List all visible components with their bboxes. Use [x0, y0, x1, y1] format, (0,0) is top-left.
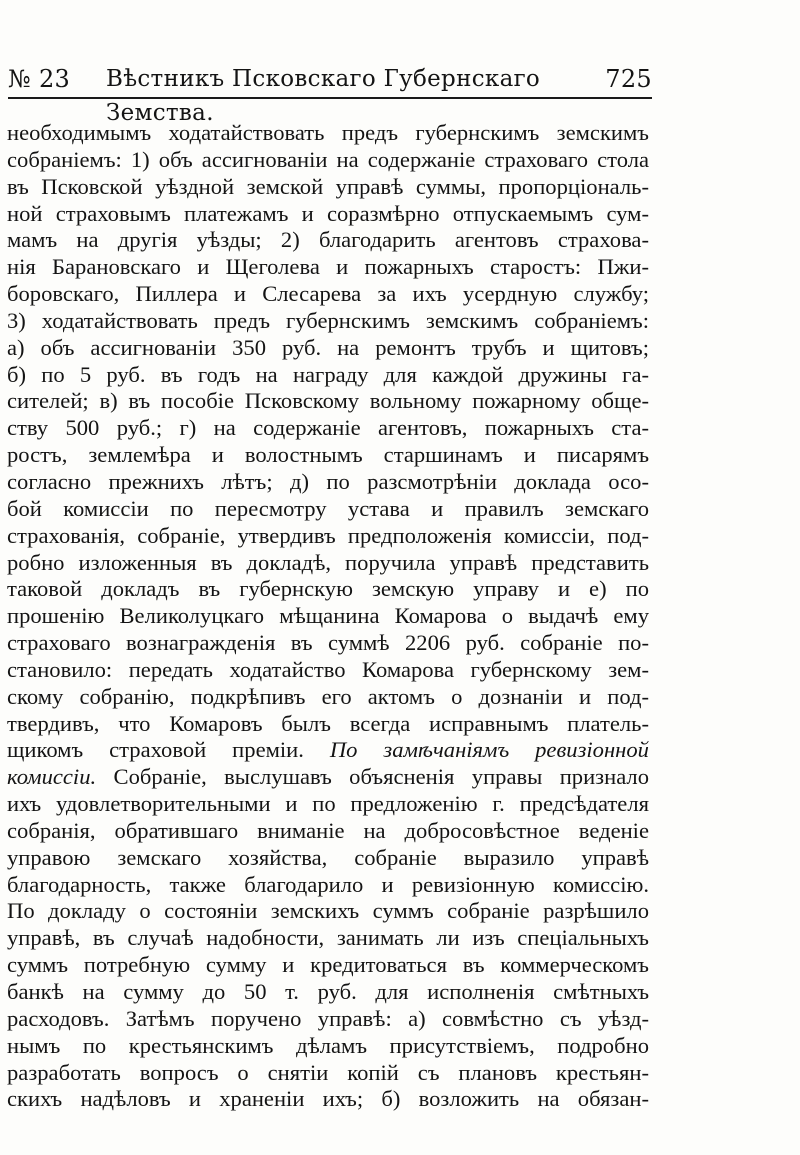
- text-line: 3) ходатайствовать предъ губернскимъ земскимъ собраніемъ:: [7, 307, 649, 333]
- text-line: боровскаго, Пиллера и Слесарева за ихъ усердную службу;: [7, 281, 649, 307]
- text-line: нымъ по крестьянскимъ дѣламъ присутствіемъ, подробно: [7, 1032, 649, 1058]
- text-line: а) объ ассигнованіи 350 руб. на ремонтъ трубъ и щитовъ;: [7, 334, 649, 360]
- text-line: ихъ удовлетворительными и по предложенію г. предсѣдателя: [7, 791, 649, 817]
- text-line: скихъ надѣловъ и храненіи ихъ; б) возложить на обязан-: [7, 1086, 649, 1112]
- text-segment: Собраніе, выслушавъ объясненія управы признало: [113, 764, 649, 790]
- text-line: б) по 5 руб. въ годъ на награду для каждой дружины га-: [7, 361, 649, 387]
- issue-number: № 23: [8, 65, 71, 93]
- text-line: нія Барановскаго и Щеголева и пожарныхъ старостъ: Пжи-: [7, 254, 649, 280]
- text-line: бой комиссіи по пересмотру устава и правилъ земскаго: [7, 495, 649, 521]
- text-line: необходимымъ ходатайствовать предъ губернскимъ земскимъ: [7, 120, 649, 145]
- text-line: становило: передать ходатайство Комарова губернскому зем-: [7, 656, 649, 682]
- text-line: собраніемъ: 1) объ ассигнованіи на содержаніе страховаго стола: [7, 146, 649, 172]
- text-line: расходовъ. Затѣмъ поручено управѣ: а) совмѣстно съ уѣзд-: [7, 1005, 649, 1031]
- italic-heading: комиссіи.: [7, 764, 97, 790]
- text-line: страхованія, собраніе, утвердивъ предположенія комиссіи, под-: [7, 522, 649, 548]
- text-segment: щикомъ страховой преміи.: [7, 737, 304, 763]
- text-line: управою земскаго хозяйства, собраніе выразило управѣ: [7, 844, 649, 870]
- body-text: [7, 120, 649, 1113]
- text-line: ству 500 руб.; г) на содержаніе агентовъ, пожарныхъ ста-: [7, 415, 649, 441]
- text-line: мамъ на другія уѣзды; 2) благодарить агентовъ страхова-: [7, 227, 649, 253]
- text-line: банкѣ на сумму до 50 т. руб. для исполненія смѣтныхъ: [7, 979, 649, 1004]
- page-number: 725: [605, 65, 652, 93]
- page-header: [8, 62, 652, 126]
- text-line: разработать вопросъ о снятіи копій съ плановъ крестьян-: [7, 1059, 649, 1085]
- text-line: суммъ потребную сумму и кредитоваться въ коммерческомъ: [7, 952, 649, 978]
- text-line: По докладу о состояніи земскихъ суммъ собраніе разрѣшило: [7, 898, 649, 924]
- text-line: ной страховымъ платежамъ и соразмѣрно отпускаемымъ сум-: [7, 200, 649, 226]
- header-rule: [8, 97, 652, 99]
- text-line: благодарность, также благодарило и ревизіонную комиссію.: [7, 871, 649, 897]
- text-line: твердивъ, что Комаровъ былъ всегда исправнымъ платель-: [7, 710, 649, 736]
- text-line: страховаго вознагражденія въ суммѣ 2206 руб. собраніе по-: [7, 630, 649, 656]
- text-line: ростъ, землемѣра и волостнымъ старшинамъ и писарямъ: [7, 442, 649, 468]
- text-line: въ Псковской уѣздной земской управѣ суммы, пропорціональ-: [7, 173, 649, 199]
- text-line: скому собранію, подкрѣпивъ его актомъ о дознаніи и под-: [7, 683, 649, 709]
- text-line: робно изложенныя въ докладѣ, поручила управѣ представить: [7, 549, 649, 575]
- italic-heading: По замѣчаніямъ ревизіонной: [329, 737, 649, 763]
- text-line: прошенію Великолуцкаго мѣщанина Комарова о выдачѣ ему: [7, 603, 649, 629]
- text-line-mixed: [7, 764, 649, 791]
- journal-title: Вѣстникъ Псковскаго Губернскаго Земства.: [106, 66, 541, 126]
- text-line: собранія, обратившаго вниманіе на добросовѣстное веденіе: [7, 817, 649, 843]
- text-line: сителей; в) въ пособіе Псковскому вольному пожарному обще-: [7, 388, 649, 414]
- text-line: управѣ, въ случаѣ надобности, занимать ли изъ спеціальныхъ: [7, 925, 649, 951]
- text-line-mixed: [7, 737, 649, 764]
- text-line: таковой докладъ въ губернскую земскую управу и е) по: [7, 576, 649, 602]
- text-line: согласно прежнихъ лѣтъ; д) по разсмотрѣніи доклада осо-: [7, 468, 649, 494]
